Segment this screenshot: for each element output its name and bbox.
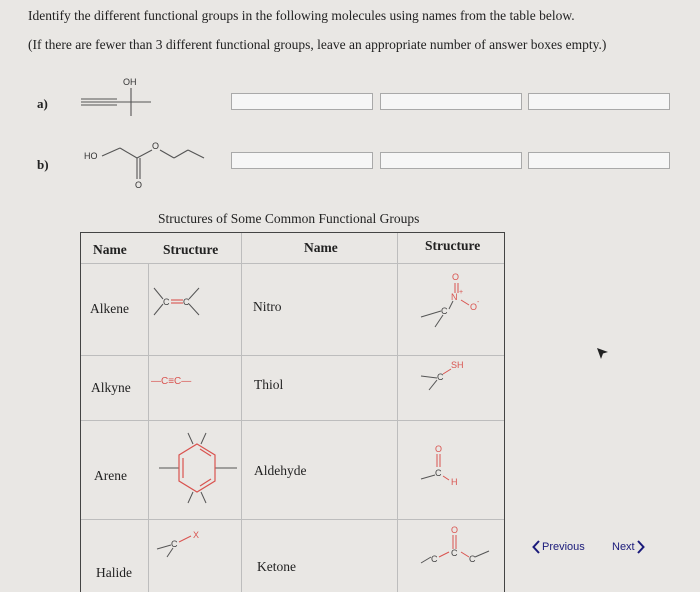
nitro-minus: - (477, 299, 480, 306)
halide-x: X (193, 530, 200, 540)
table-title: Structures of Some Common Functional Groups (158, 211, 420, 226)
row-divider-1 (81, 355, 504, 356)
nitro-o2: O (470, 302, 478, 312)
next-label: Next (612, 541, 635, 553)
header-divider (81, 263, 504, 264)
row-divider-3 (81, 519, 504, 520)
atom-carbonyl-o: O (135, 180, 143, 190)
answer-a-3[interactable] (528, 93, 670, 110)
atom-oh: OH (123, 77, 137, 87)
answer-a-1[interactable] (231, 93, 373, 110)
row-divider-2 (81, 420, 504, 421)
row-alkene-name: Alkene (90, 301, 129, 316)
question-line-1: Identify the different functional groups in the following molecules using names from the table below. (28, 8, 575, 23)
thiol-structure (417, 358, 477, 398)
header-structure-right: Structure (425, 238, 481, 253)
arene-structure (155, 427, 239, 511)
aldehyde-h: H (451, 477, 458, 487)
previous-button[interactable] (532, 540, 585, 554)
molecule-a-structure (75, 70, 165, 120)
nitro-structure (413, 269, 497, 335)
header-structure-left: Structure (163, 242, 219, 257)
nitro-n: N (451, 292, 458, 302)
row-thiol-name: Thiol (254, 377, 284, 392)
next-button[interactable] (612, 540, 645, 554)
functional-groups-table (80, 232, 505, 592)
row-ketone-name: Ketone (257, 559, 296, 574)
aldehyde-structure (417, 443, 477, 493)
header-name-right: Name (304, 240, 338, 255)
aldehyde-c: C (435, 468, 442, 478)
molecule-a-label: a) (37, 96, 48, 111)
col-divider-2 (241, 233, 242, 592)
col-divider-3 (397, 233, 398, 592)
alkene-c1: C (163, 297, 170, 307)
aldehyde-o: O (435, 444, 443, 454)
chevron-left-icon (532, 540, 540, 554)
chevron-right-icon (637, 540, 645, 554)
thiol-sh: SH (451, 360, 464, 370)
molecule-b-label: b) (37, 157, 49, 172)
header-name-left: Name (93, 242, 127, 257)
answer-b-3[interactable] (528, 152, 670, 169)
nitro-o1: O (452, 272, 460, 282)
halide-structure (153, 529, 207, 559)
molecule-b-structure (80, 134, 220, 192)
alkene-structure (149, 283, 205, 325)
row-arene-name: Arene (94, 468, 127, 483)
row-halide-name: Halide (96, 565, 132, 580)
nitro-plus: + (459, 289, 464, 296)
answer-b-2[interactable] (380, 152, 522, 169)
row-alkyne-name: Alkyne (91, 380, 131, 395)
row-aldehyde-name: Aldehyde (254, 463, 307, 478)
previous-label: Previous (542, 541, 585, 553)
row-nitro-name: Nitro (253, 299, 282, 314)
ketone-c-center: C (451, 548, 458, 558)
answer-b-1[interactable] (231, 152, 373, 169)
nitro-c: C (441, 306, 448, 316)
ketone-c-right: C (469, 554, 476, 564)
alkyne-text: —C≡C— (151, 376, 192, 387)
atom-ho: HO (84, 151, 98, 161)
thiol-c: C (437, 372, 444, 382)
answer-a-2[interactable] (380, 93, 522, 110)
halide-c: C (171, 539, 178, 549)
alkyne-structure (151, 374, 221, 388)
atom-ester-o: O (152, 141, 160, 151)
ketone-c-left: C (431, 554, 438, 564)
ketone-o: O (451, 525, 459, 535)
question-line-2: (If there are fewer than 3 different functional groups, leave an appropriate number of answer boxes empty.) (28, 37, 607, 52)
ketone-structure (415, 525, 499, 571)
alkene-c2: C (183, 297, 190, 307)
mouse-cursor-icon (596, 347, 610, 361)
